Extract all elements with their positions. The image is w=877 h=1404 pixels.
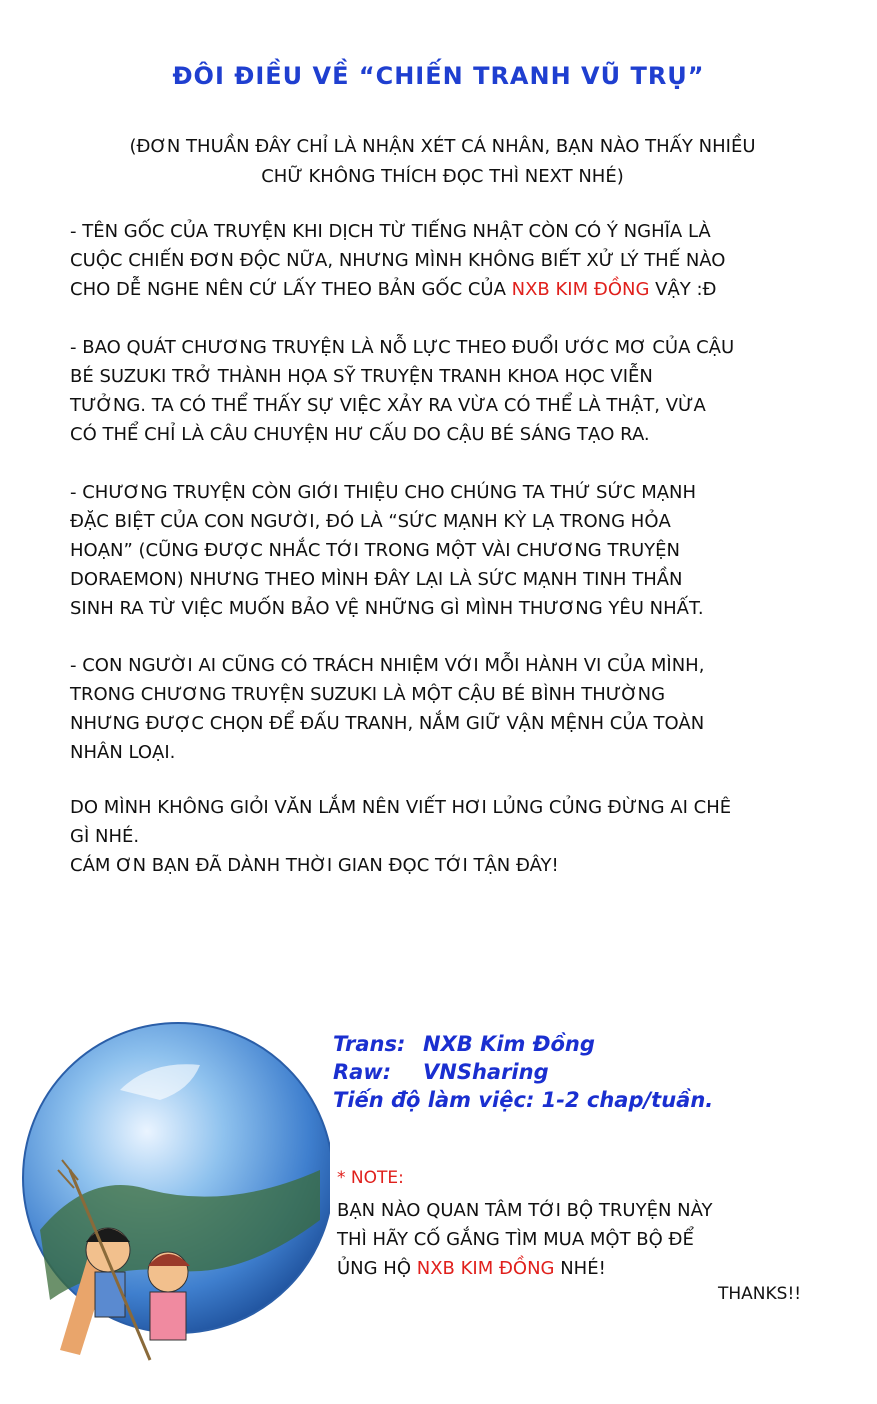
para-line: BÉ SUZUKI TRỞ THÀNH HỌA SỸ TRUYỆN TRANH KHOA HỌC VIỄN (70, 366, 653, 387)
globe-illustration (0, 1020, 330, 1400)
para-line: - CHƯƠNG TRUYỆN CÒN GIỚI THIỆU CHO CHÚNG TA THỨ SỨC MẠNH (70, 482, 697, 503)
para-line: SINH RA TỪ VIỆC MUỐN BẢO VỆ NHỮNG GÌ MÌNH THƯƠNG YÊU NHẤT. (70, 598, 704, 619)
paragraph-strength (70, 478, 825, 623)
note-line: BẠN NÀO QUAN TÂM TỚI BỘ TRUYỆN NÀY (337, 1200, 713, 1221)
paragraph-responsibility (70, 651, 825, 767)
note-line: ỦNG HỘ NXB KIM ĐỒNG NHÉ! (337, 1258, 606, 1279)
thanks-text: THANKS!! (718, 1284, 802, 1304)
paragraph-overview (70, 333, 825, 449)
intro-note (70, 132, 815, 192)
intro-line: CHỮ KHÔNG THÍCH ĐỌC THÌ NEXT NHÉ) (261, 166, 624, 187)
publisher-highlight: NXB KIM ĐỒNG (511, 279, 650, 300)
note-line: THÌ HÃY CỐ GẮNG TÌM MUA MỘT BỘ ĐỂ (337, 1229, 694, 1250)
para-line: DO MÌNH KHÔNG GIỎI VĂN LẮM NÊN VIẾT HƠI LỦNG CỦNG ĐỪNG AI CHÊ (70, 797, 732, 818)
credit-trans: Trans: NXB Kim Đồng (333, 1032, 595, 1056)
note-body (337, 1196, 837, 1283)
para-line: - BAO QUÁT CHƯƠNG TRUYỆN LÀ NỖ LỰC THEO ĐUỔI ƯỚC MƠ CỦA CẬU (70, 337, 735, 358)
credit-progress: Tiến độ làm việc: 1-2 chap/tuần. (333, 1088, 714, 1112)
para-line: GÌ NHÉ. (70, 826, 140, 847)
para-line: CHO DỄ NGHE NÊN CỨ LẤY THEO BẢN GỐC CỦA NXB KIM ĐỒNG VẬY :Đ (70, 279, 717, 300)
paragraph-closing (70, 793, 825, 880)
credits-block (333, 1030, 713, 1114)
para-line: HOẠN” (CŨNG ĐƯỢC NHẮC TỚI TRONG MỘT VÀI CHƯƠNG TRUYỆN (70, 540, 680, 561)
note-heading: * NOTE: (337, 1168, 404, 1188)
para-line: TƯỞNG. TA CÓ THỂ THẤY SỰ VIỆC XẢY RA VỪA CÓ THỂ LÀ THẬT, VỪA (70, 395, 706, 416)
para-line: ĐẶC BIỆT CỦA CON NGƯỜI, ĐÓ LÀ “SỨC MẠNH KỲ LẠ TRONG HỎA (70, 511, 671, 532)
para-line: - CON NGƯỜI AI CŨNG CÓ TRÁCH NHIỆM VỚI MỖI HÀNH VI CỦA MÌNH, (70, 655, 705, 676)
para-line: NHƯNG ĐƯỢC CHỌN ĐỂ ĐẤU TRANH, NẮM GIỮ VẬN MỆNH CỦA TOÀN (70, 713, 705, 734)
para-line: - TÊN GỐC CỦA TRUYỆN KHI DỊCH TỪ TIẾNG NHẬT CÒN CÓ Ý NGHĨA LÀ (70, 221, 711, 242)
para-line: NHÂN LOẠI. (70, 742, 176, 763)
paragraph-title-origin (70, 217, 825, 304)
page-title: ĐÔI ĐIỀU VỀ “CHIẾN TRANH VŨ TRỤ” (172, 62, 705, 90)
para-line: TRONG CHƯƠNG TRUYỆN SUZUKI LÀ MỘT CẬU BÉ BÌNH THƯỜNG (70, 684, 666, 705)
publisher-highlight: NXB KIM ĐỒNG (416, 1258, 555, 1279)
credit-raw: Raw: VNSharing (333, 1060, 549, 1084)
para-line: DORAEMON) NHƯNG THEO MÌNH ĐÂY LẠI LÀ SỨC MẠNH TINH THẦN (70, 569, 683, 590)
para-line: CUỘC CHIẾN ĐƠN ĐỘC NỮA, NHƯNG MÌNH KHÔNG BIẾT XỬ LÝ THẾ NÀO (70, 250, 726, 271)
para-line: CÓ THỂ CHỈ LÀ CÂU CHUYỆN HƯ CẤU DO CẬU BÉ SÁNG TẠO RA. (70, 424, 650, 445)
para-line: CÁM ƠN BẠN ĐÃ DÀNH THỜI GIAN ĐỌC TỚI TẬN ĐÂY! (70, 855, 559, 876)
intro-line: (ĐƠN THUẦN ĐÂY CHỈ LÀ NHẬN XÉT CÁ NHÂN, BẠN NÀO THẤY NHIỀU (129, 136, 756, 157)
